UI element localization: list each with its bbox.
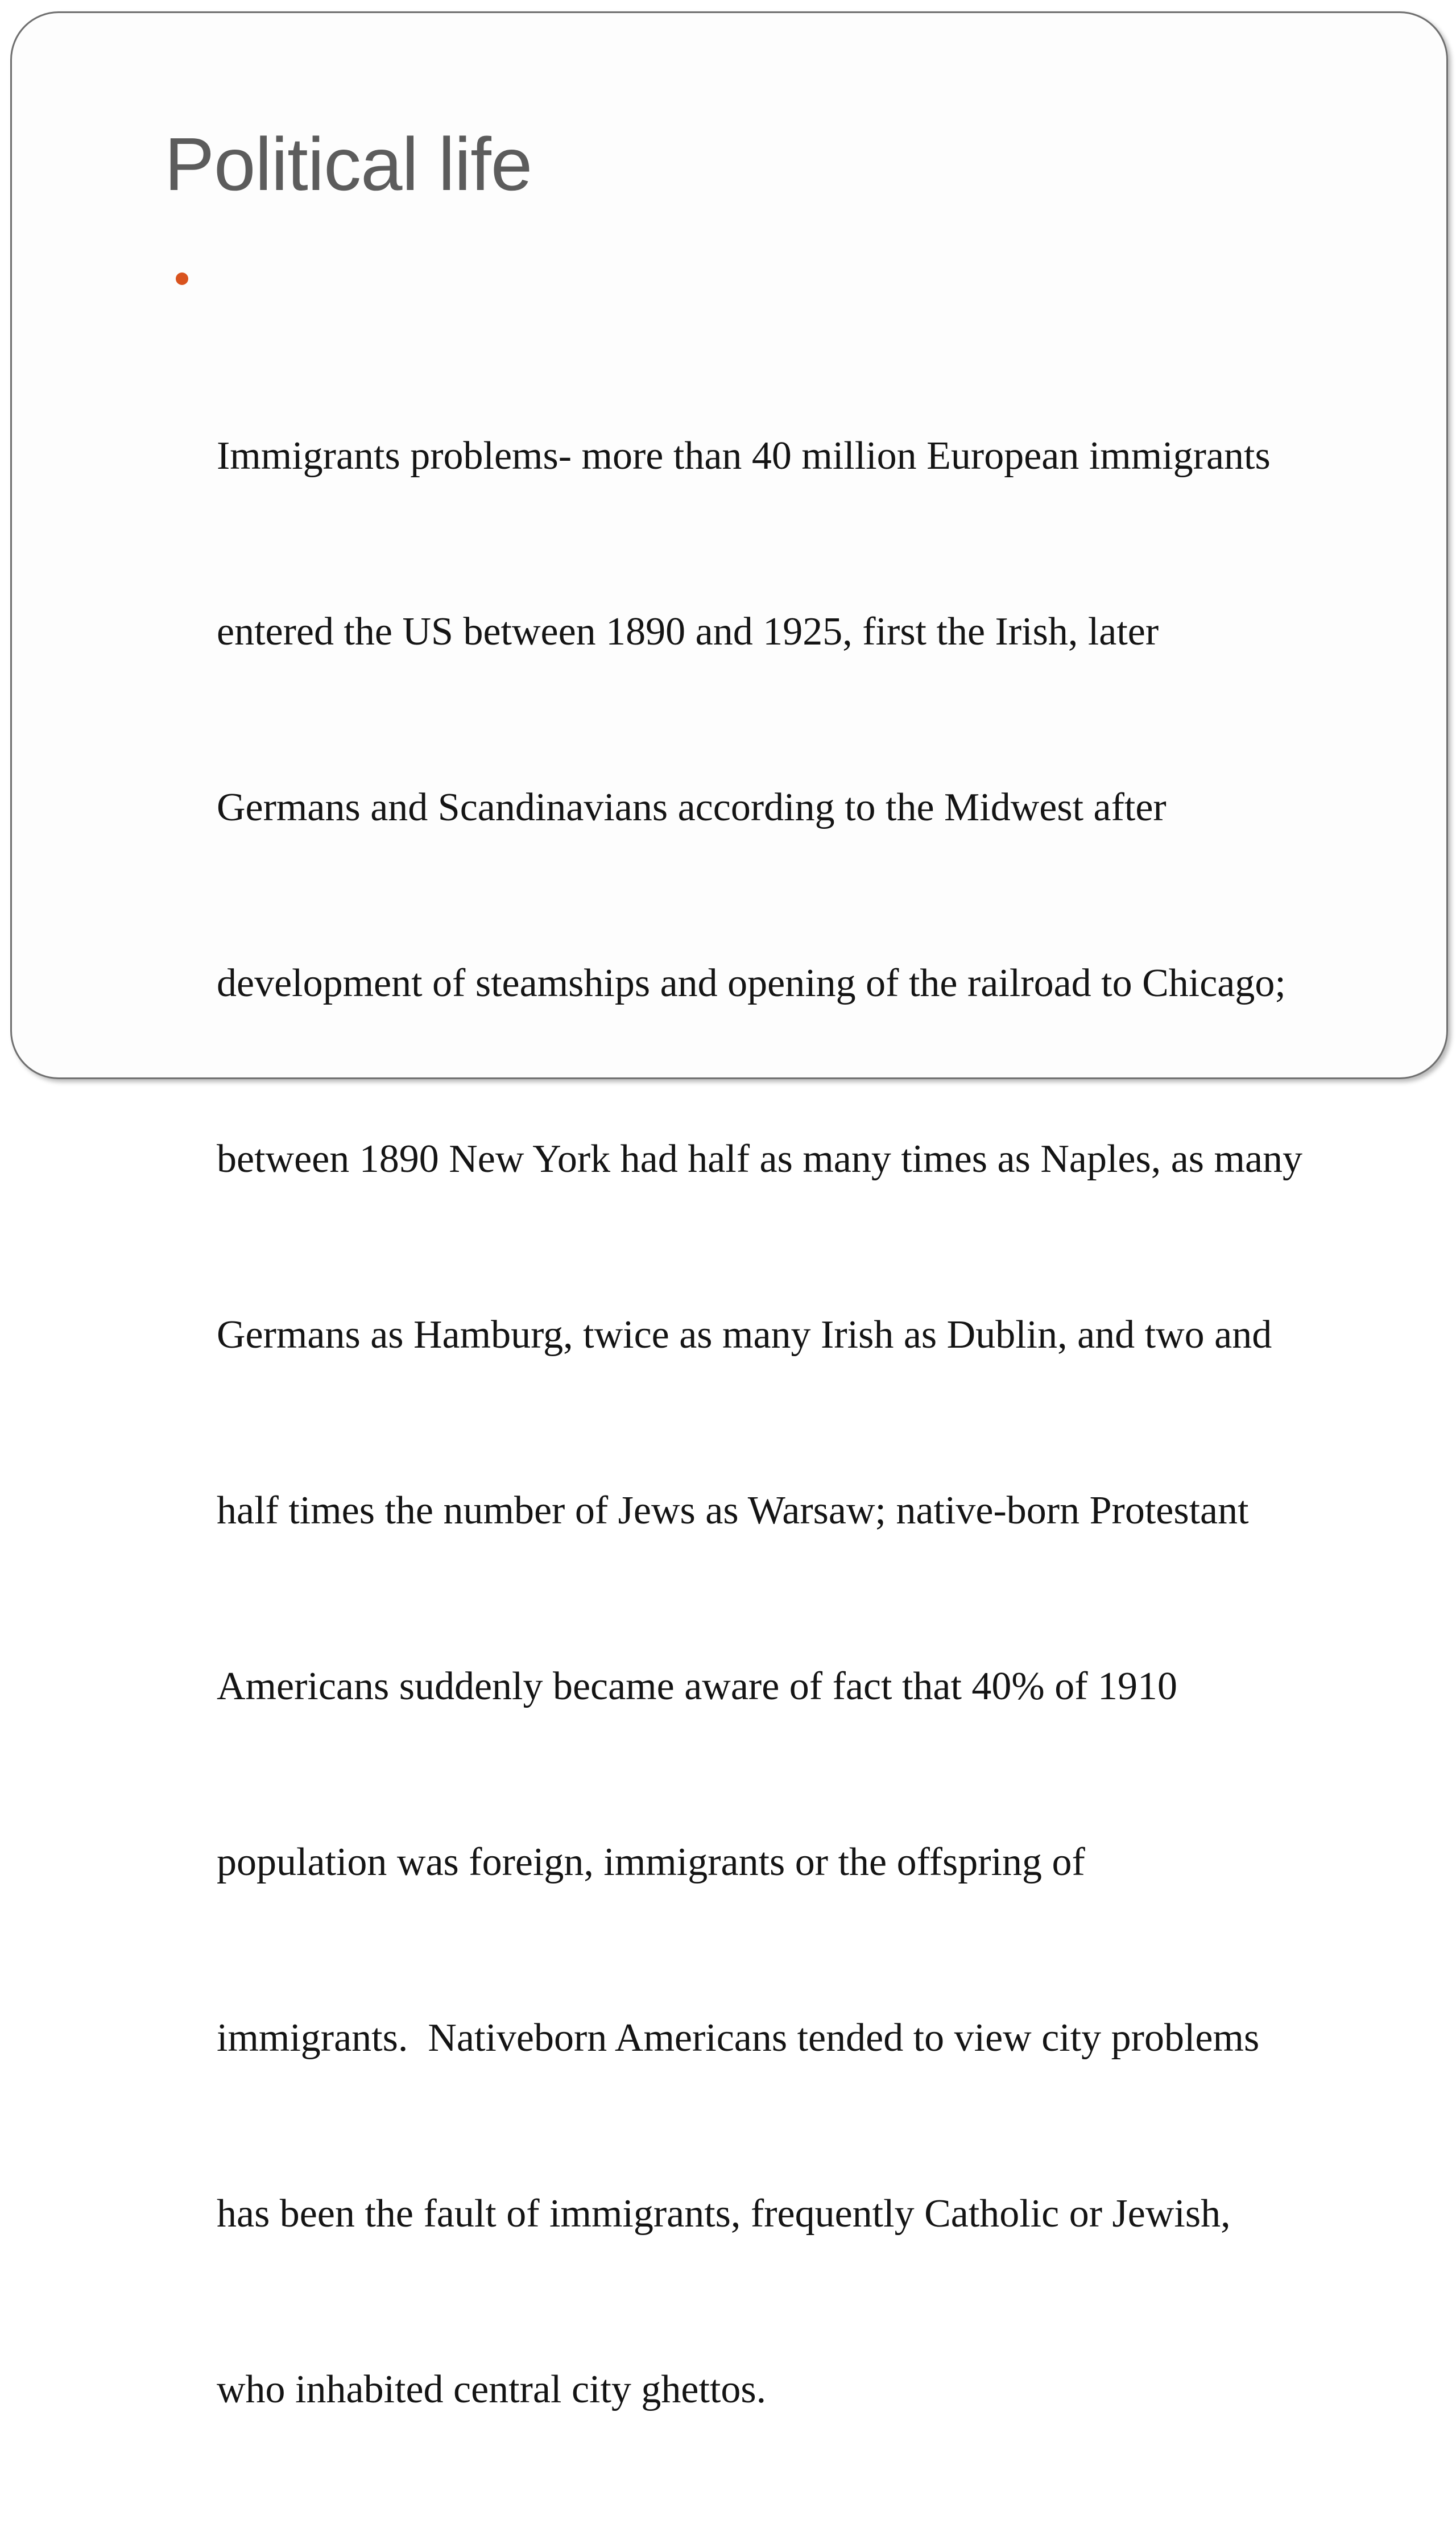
text-line: Americans suddenly became aware of fact that 40% of 1910 bbox=[217, 1664, 1178, 1708]
bullet-list bbox=[164, 251, 1393, 2536]
text-line: half times the number of Jews as Warsaw; native-born Protestant bbox=[217, 1489, 1249, 1533]
text-line: Germans and Scandinavians according to the Midwest after bbox=[217, 786, 1167, 829]
text-line: has been the fault of immigrants, frequently Catholic or Jewish, bbox=[217, 2192, 1231, 2236]
slide-frame bbox=[10, 11, 1448, 2411]
text-line: development of steamships and opening of the railroad to Chicago; bbox=[217, 961, 1286, 1005]
text-line: between 1890 New York had half as many times as Naples, as many bbox=[217, 1137, 1303, 1181]
text-line: Immigrants problems- more than 40 million European immigrants bbox=[217, 434, 1271, 478]
text-line: immigrants. Nativeborn Americans tended to view city problems bbox=[217, 2016, 1260, 2060]
text-line: entered the US between 1890 and 1925, first the Irish, later bbox=[217, 610, 1159, 654]
text-line: who inhabited central city ghettos. bbox=[217, 2368, 767, 2411]
text-line: population was foreign, immigrants or the offspring of bbox=[217, 1840, 1085, 1884]
slide-title: Political life bbox=[164, 122, 532, 206]
bullet-item bbox=[164, 251, 1393, 2536]
bullet-dot-icon bbox=[176, 272, 188, 285]
text-line: Germans as Hamburg, twice as many Irish as Dublin, and two and bbox=[217, 1313, 1272, 1357]
